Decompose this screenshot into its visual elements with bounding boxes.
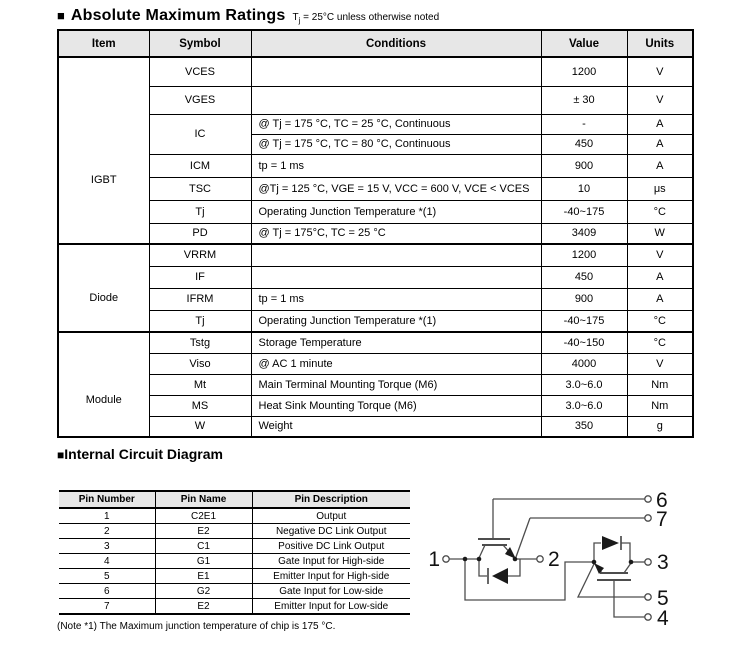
- units-cell: Nm: [627, 395, 693, 416]
- pin-row: [59, 539, 410, 554]
- ratings-row: [58, 154, 693, 177]
- footnote: (Note *1) The Maximum junction temperature of chip is 175 °C.: [57, 621, 336, 632]
- pin-number-cell: 4: [59, 554, 155, 569]
- units-cell: °C: [627, 310, 693, 332]
- conditions-cell: @ Tj = 175 °C, TC = 25 °C, Continuous: [251, 114, 541, 134]
- ratings-row: [58, 244, 693, 266]
- value-cell: 10: [541, 177, 627, 200]
- absolute-maximum-ratings-table: [57, 29, 694, 438]
- units-cell: °C: [627, 200, 693, 223]
- ratings-row: [58, 86, 693, 114]
- conditions-cell: Operating Junction Temperature *(1): [251, 200, 541, 223]
- pin-name-cell: G1: [155, 554, 252, 569]
- ratings-row: [58, 114, 693, 134]
- ratings-row: [58, 310, 693, 332]
- pin-number-cell: 6: [59, 584, 155, 599]
- symbol-cell: IF: [149, 266, 251, 288]
- units-cell: μs: [627, 177, 693, 200]
- item-cell: Module: [58, 332, 149, 437]
- col-header-symbol: Symbol: [149, 30, 251, 57]
- col-header-units: Units: [627, 30, 693, 57]
- diode-triangle-low-side: [492, 568, 508, 584]
- pin-name-cell: C1: [155, 539, 252, 554]
- pin-terminal-5: [645, 594, 651, 600]
- pin-name-cell: E2: [155, 524, 252, 539]
- ratings-row: [58, 200, 693, 223]
- circuit-section-title: [57, 446, 223, 462]
- units-cell: Nm: [627, 374, 693, 395]
- value-cell: 350: [541, 416, 627, 437]
- pin-header-row: [59, 491, 410, 508]
- conditions-cell: @ Tj = 175°C, TC = 25 °C: [251, 223, 541, 244]
- conditions-cell: [251, 244, 541, 266]
- symbol-cell: Tstg: [149, 332, 251, 353]
- pin-description-cell: Negative DC Link Output: [252, 524, 410, 539]
- pin-label-4: 4: [657, 607, 669, 630]
- pin-description-cell: Output: [252, 508, 410, 524]
- ratings-header-row: [58, 30, 693, 57]
- ratings-row: [58, 177, 693, 200]
- diode-triangle-high-side: [602, 536, 619, 550]
- units-cell: V: [627, 86, 693, 114]
- pin-label-3: 3: [657, 551, 669, 574]
- pin-terminal-3: [645, 559, 651, 565]
- symbol-cell: Mt: [149, 374, 251, 395]
- ratings-row: [58, 266, 693, 288]
- value-cell: 1200: [541, 244, 627, 266]
- value-cell: -40~175: [541, 200, 627, 223]
- units-cell: A: [627, 114, 693, 134]
- symbol-cell: VCES: [149, 57, 251, 86]
- units-cell: A: [627, 266, 693, 288]
- conditions-cell: @Tj = 125 °C, VGE = 15 V, VCC = 600 V, VCE < VCES: [251, 177, 541, 200]
- pin-label-6: 6: [656, 489, 668, 512]
- symbol-cell: MS: [149, 395, 251, 416]
- ratings-row: [58, 332, 693, 353]
- conditions-cell: tp = 1 ms: [251, 154, 541, 177]
- conditions-cell: @ Tj = 175 °C, TC = 80 °C, Continuous: [251, 134, 541, 154]
- ratings-row: [58, 57, 693, 86]
- value-cell: 900: [541, 154, 627, 177]
- value-cell: 1200: [541, 57, 627, 86]
- ratings-row: [58, 353, 693, 374]
- value-cell: ± 30: [541, 86, 627, 114]
- value-cell: -40~175: [541, 310, 627, 332]
- conditions-cell: @ AC 1 minute: [251, 353, 541, 374]
- pin-name-cell: E2: [155, 599, 252, 615]
- symbol-cell: VRRM: [149, 244, 251, 266]
- conditions-cell: [251, 266, 541, 288]
- col-header-pin-description: Pin Description: [252, 491, 410, 508]
- section-bullet-icon: ■: [57, 448, 65, 462]
- symbol-cell: W: [149, 416, 251, 437]
- pin-description-cell: Positive DC Link Output: [252, 539, 410, 554]
- pin-terminal-1: [443, 556, 449, 562]
- symbol-cell: IC: [149, 114, 251, 154]
- pin-label-7: 7: [656, 508, 668, 531]
- symbol-cell: ICM: [149, 154, 251, 177]
- pin-row: [59, 554, 410, 569]
- pin-number-cell: 7: [59, 599, 155, 615]
- pin-number-cell: 2: [59, 524, 155, 539]
- pin-row: [59, 524, 410, 539]
- pin-description-cell: Gate Input for Low-side: [252, 584, 410, 599]
- circuit-title: Internal Circuit Diagram: [64, 446, 223, 462]
- section-bullet-icon: ■: [57, 8, 65, 23]
- col-header-value: Value: [541, 30, 627, 57]
- col-header-pin-number: Pin Number: [59, 491, 155, 508]
- symbol-cell: PD: [149, 223, 251, 244]
- pin-name-cell: E1: [155, 569, 252, 584]
- conditions-cell: tp = 1 ms: [251, 288, 541, 310]
- pin-number-cell: 1: [59, 508, 155, 524]
- units-cell: V: [627, 244, 693, 266]
- value-cell: 4000: [541, 353, 627, 374]
- pin-description-cell: Emitter Input for Low-side: [252, 599, 410, 615]
- pin-terminal-2: [537, 556, 543, 562]
- conditions-cell: Main Terminal Mounting Torque (M6): [251, 374, 541, 395]
- ratings-row: [58, 223, 693, 244]
- diode-high-side: [594, 536, 630, 562]
- pin-label-1: 1: [428, 548, 440, 571]
- value-cell: 900: [541, 288, 627, 310]
- ratings-row: [58, 288, 693, 310]
- pin-terminals: [443, 496, 651, 620]
- conditions-cell: Heat Sink Mounting Torque (M6): [251, 395, 541, 416]
- value-cell: 3.0~6.0: [541, 395, 627, 416]
- pin-terminal-4: [645, 614, 651, 620]
- pin-label-2: 2: [548, 548, 560, 571]
- symbol-cell: Tj: [149, 200, 251, 223]
- conditions-cell: Storage Temperature: [251, 332, 541, 353]
- col-header-pin-name: Pin Name: [155, 491, 252, 508]
- ratings-row: [58, 395, 693, 416]
- symbol-cell: TSC: [149, 177, 251, 200]
- diode-low-side: [479, 559, 520, 584]
- pin-row: [59, 569, 410, 584]
- pin-terminal-6: [645, 496, 651, 502]
- value-cell: 3.0~6.0: [541, 374, 627, 395]
- pin-number-cell: 5: [59, 569, 155, 584]
- pin-name-cell: C2E1: [155, 508, 252, 524]
- pin-description-cell: Emitter Input for High-side: [252, 569, 410, 584]
- value-cell: -: [541, 114, 627, 134]
- units-cell: A: [627, 288, 693, 310]
- col-header-item: Item: [58, 30, 149, 57]
- conditions-cell: Operating Junction Temperature *(1): [251, 310, 541, 332]
- pin-row: [59, 584, 410, 599]
- value-cell: 3409: [541, 223, 627, 244]
- units-cell: V: [627, 57, 693, 86]
- symbol-cell: VGES: [149, 86, 251, 114]
- ratings-row: [58, 416, 693, 437]
- item-cell: IGBT: [58, 57, 149, 244]
- pin-number-cell: 3: [59, 539, 155, 554]
- units-cell: W: [627, 223, 693, 244]
- symbol-cell: Tj: [149, 310, 251, 332]
- symbol-cell: IFRM: [149, 288, 251, 310]
- page-title: Absolute Maximum Ratings: [70, 7, 286, 24]
- item-cell: Diode: [58, 244, 149, 332]
- conditions-cell: Weight: [251, 416, 541, 437]
- symbol-cell: Viso: [149, 353, 251, 374]
- units-cell: °C: [627, 332, 693, 353]
- value-cell: 450: [541, 134, 627, 154]
- units-cell: V: [627, 353, 693, 374]
- col-header-conditions: Conditions: [251, 30, 541, 57]
- value-cell: -40~150: [541, 332, 627, 353]
- units-cell: A: [627, 154, 693, 177]
- pin-description-cell: Gate Input for High-side: [252, 554, 410, 569]
- pin-terminal-7: [645, 515, 651, 521]
- pin-name-cell: G2: [155, 584, 252, 599]
- internal-circuit-diagram: [420, 478, 685, 636]
- pin-label-5: 5: [657, 587, 669, 610]
- conditions-cell: [251, 57, 541, 86]
- ratings-section-title: [57, 7, 439, 25]
- pin-table: [59, 490, 410, 615]
- value-cell: 450: [541, 266, 627, 288]
- ratings-row: [58, 374, 693, 395]
- pin-row: [59, 599, 410, 615]
- units-cell: A: [627, 134, 693, 154]
- title-condition-note: $T_j = 25^\circ C$ unless otherwise noted: [292, 12, 440, 25]
- units-cell: g: [627, 416, 693, 437]
- conditions-cell: [251, 86, 541, 114]
- pin-row: [59, 508, 410, 524]
